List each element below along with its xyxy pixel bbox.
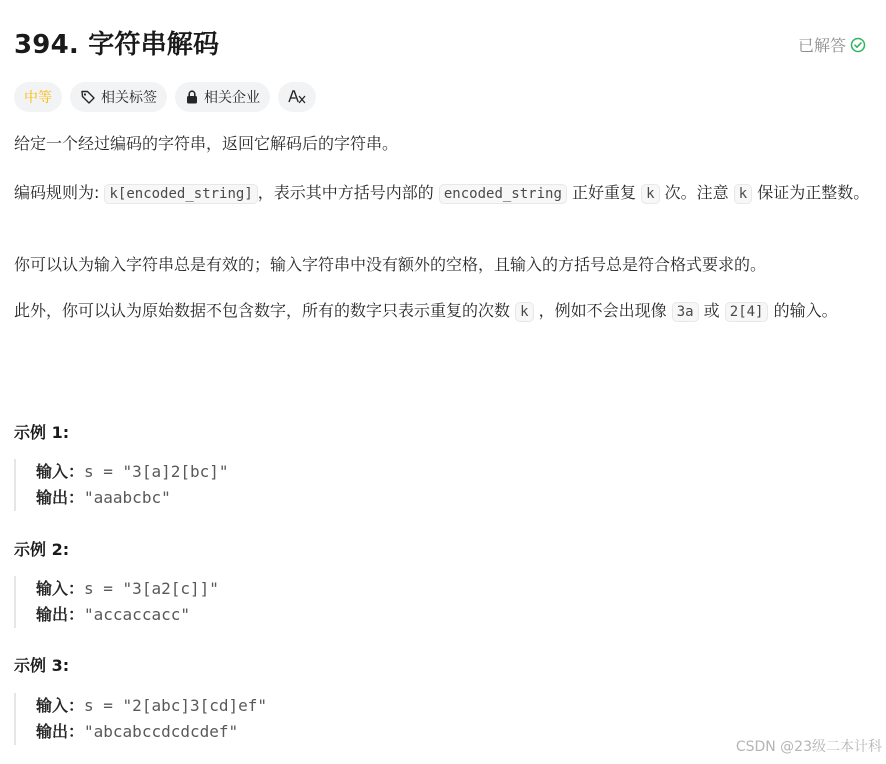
solved-label: 已解答 (797, 36, 846, 55)
description-p2 (14, 180, 872, 207)
example-block (14, 576, 854, 628)
example-block (14, 459, 854, 511)
p4-text-b: ，例如不会出现像 (533, 301, 672, 320)
difficulty-badge[interactable] (14, 82, 62, 112)
description-p1: 给定一个经过编码的字符串，返回它解码后的字符串。 (14, 134, 399, 153)
code-encoded-pattern: k[encoded_string] (104, 184, 257, 204)
p2-text-e: 保证为正整数。 (752, 183, 870, 202)
example-title: 示例 3: (14, 656, 70, 675)
example-output-line (36, 719, 854, 745)
tag-bar (14, 82, 316, 112)
difficulty-label: 中等 (24, 90, 52, 106)
code-3a: 3a (672, 302, 699, 322)
related-companies-button[interactable] (175, 82, 270, 112)
tag-icon (80, 89, 96, 105)
p4-text-d: 的输入。 (768, 301, 838, 320)
description-p4 (14, 298, 872, 325)
example-title: 示例 2: (14, 540, 70, 559)
translate-button[interactable] (278, 82, 316, 112)
input-label: 输入： (36, 579, 85, 598)
related-topics-button[interactable] (70, 82, 167, 112)
related-topics-label: 相关标签 (101, 90, 157, 106)
example-title: 示例 1: (14, 423, 70, 442)
output-value: "accaccacc" (84, 605, 190, 624)
translate-icon (287, 88, 307, 106)
example-block (14, 693, 854, 745)
input-label: 输入： (36, 696, 85, 715)
solved-status (798, 33, 866, 56)
input-value: s = "2[abc]3[cd]ef" (84, 696, 268, 715)
example-input-line (36, 459, 854, 485)
example-input-line (36, 576, 854, 602)
output-label: 输出： (36, 605, 85, 624)
example-output-line (36, 485, 854, 511)
title-row (14, 24, 872, 64)
output-value: "aaabcbc" (84, 488, 171, 507)
output-label: 输出： (36, 488, 85, 507)
lock-icon (185, 89, 199, 105)
code-k: k (515, 302, 533, 322)
input-label: 输入： (36, 462, 85, 481)
example-input-line (36, 693, 854, 719)
related-companies-label: 相关企业 (204, 90, 260, 106)
p4-text-a: 此外，你可以认为原始数据不包含数字，所有的数字只表示重复的次数 (14, 301, 516, 320)
p2-text-a: 编码规则为: (14, 183, 105, 202)
p2-text-b: ，表示其中方括号内部的 (257, 183, 439, 202)
p2-text-c: 正好重复 (566, 183, 642, 202)
p4-text-c: 或 (698, 301, 725, 320)
p2-text-d: 次。注意 (659, 183, 734, 202)
check-circle-icon (850, 37, 866, 53)
input-value: s = "3[a]2[bc]" (84, 462, 229, 481)
code-encoded-string: encoded_string (439, 184, 567, 204)
output-label: 输出： (36, 722, 85, 741)
problem-title[interactable]: 394. 字符串解码 (14, 30, 220, 60)
watermark: CSDN @23级二本计科 (735, 739, 882, 755)
output-value: "abcabccdcdcdef" (84, 722, 239, 741)
example-output-line (36, 602, 854, 628)
code-2-4: 2[4] (725, 302, 769, 322)
code-k: k (734, 184, 752, 204)
input-value: s = "3[a2[c]]" (84, 579, 219, 598)
code-k: k (641, 184, 659, 204)
description-p3: 你可以认为输入字符串总是有效的；输入字符串中没有额外的空格，且输入的方括号总是符合格式要求的。 (14, 255, 767, 274)
